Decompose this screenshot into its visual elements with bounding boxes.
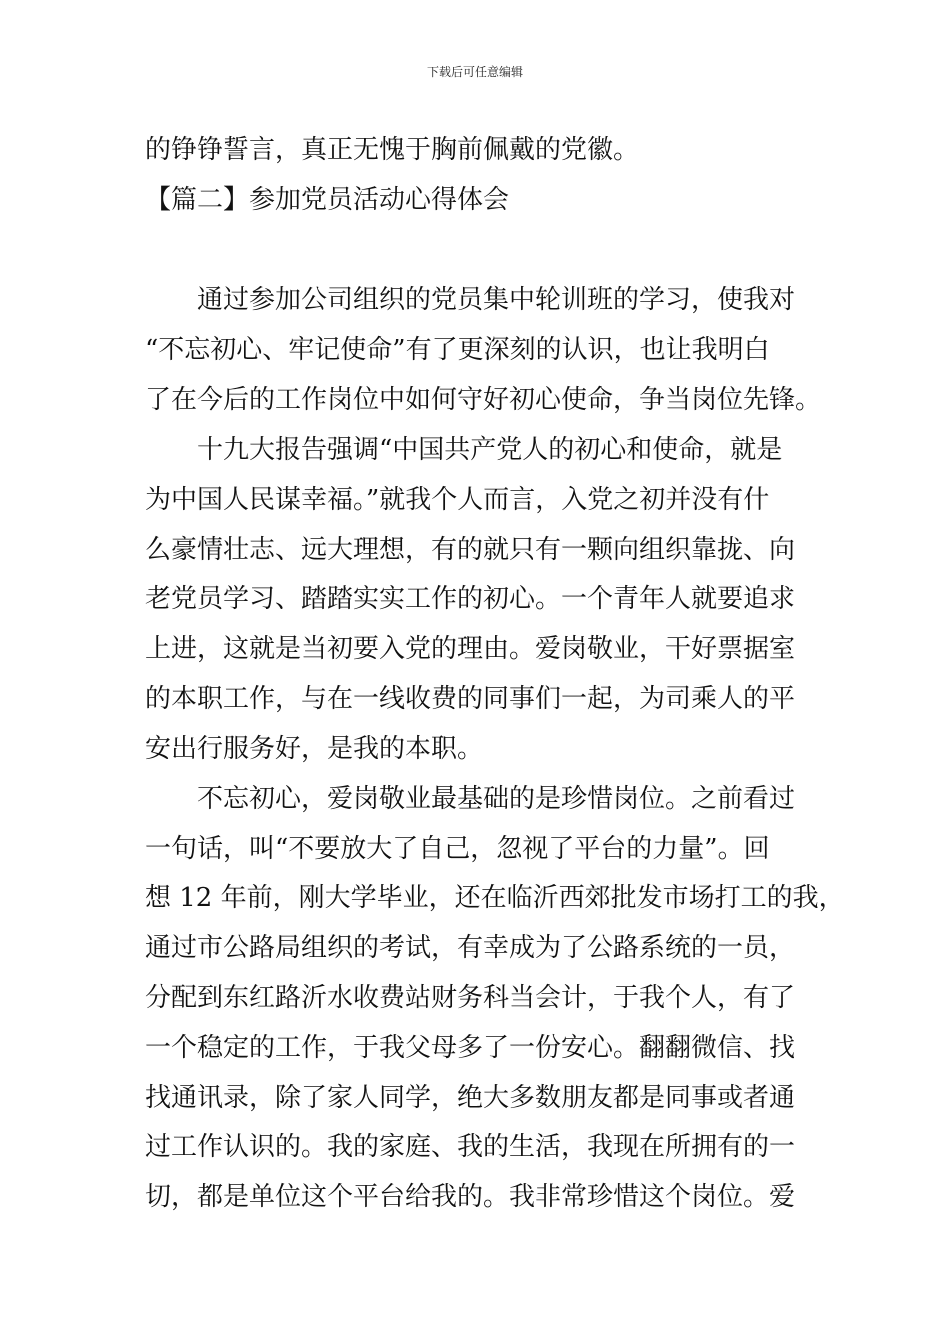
text-line: 想 12 年前，刚大学毕业，还在临沂西郊批发市场打工的我， [145,883,845,913]
text-line: 的本职工作，与在一线收费的同事们一起，为司乘人的平 [145,684,796,714]
section-heading: 【篇二】参加党员活动心得体会 [145,185,510,215]
text-line: 过工作认识的。我的家庭、我的生活，我现在所拥有的一 [145,1132,796,1162]
text-line: 通过参加公司组织的党员集中轮训班的学习，使我对 [145,285,796,315]
text-line: 么豪情壮志、远大理想，有的就只有一颗向组织靠拢、向 [145,535,796,565]
page-header: 下载后可任意编辑 [426,65,523,79]
text-line: 找通讯录，除了家人同学，绝大多数朋友都是同事或者通 [145,1083,796,1113]
text-line: 通过市公路局组织的考试，有幸成为了公路系统的一员， [145,933,796,963]
text-line: 一个稳定的工作，于我父母多了一份安心。翻翻微信、找 [145,1033,796,1063]
text-line: 上进，这就是当初要入党的理由。爱岗敬业，干好票据室 [145,634,796,664]
text-line: 切，都是单位这个平台给我的。我非常珍惜这个岗位。爱 [145,1182,796,1212]
text-line: 老党员学习、踏踏实实工作的初心。一个青年人就要追求 [145,584,796,614]
text-line: “不忘初心、牢记使命”有了更深刻的认识，也让我明白 [145,335,770,365]
text-line: 安出行服务好，是我的本职。 [145,734,484,764]
text-line: 分配到东红路沂水收费站财务科当会计，于我个人，有了 [145,983,796,1013]
text-line: 不忘初心，爱岗敬业最基础的是珍惜岗位。之前看过 [145,784,796,814]
text-line: 为中国人民谋幸福。”就我个人而言，入党之初并没有什 [145,485,770,515]
text-line: 了在今后的工作岗位中如何守好初心使命，争当岗位先锋。 [145,385,822,415]
text-line: 一句话，叫“不要放大了自己，忽视了平台的力量”。回 [145,834,770,864]
text-line: 的铮铮誓言，真正无愧于胸前佩戴的党徽。 [145,135,640,165]
text-line: 十九大报告强调“中国共产党人的初心和使命，就是 [145,435,783,465]
